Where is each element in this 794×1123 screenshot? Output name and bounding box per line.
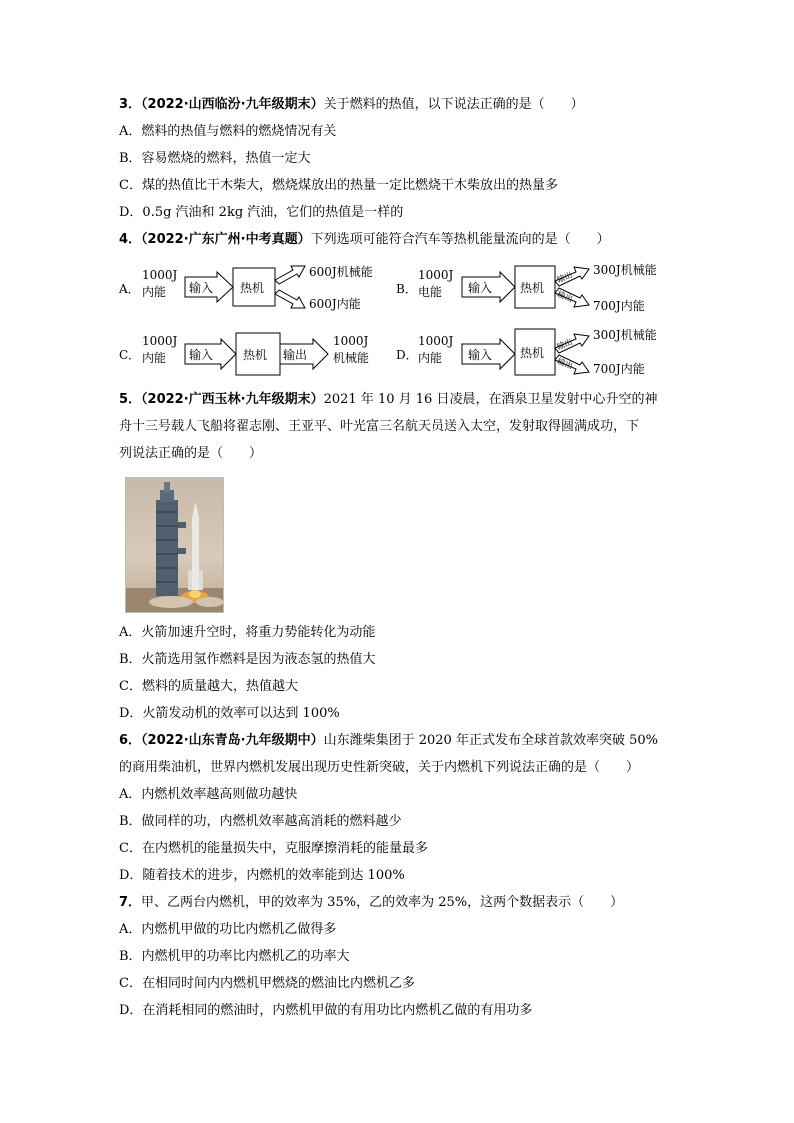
q4-source: （2022·广东广州·中考真题） [141,232,311,247]
q4-stem-line [119,232,610,248]
q7-option-d: D．在消耗相同的燃油时，内燃机甲做的有用功比内燃机乙做的有用功多 [119,1003,533,1018]
diagram-d-input-label: 输入 [468,348,493,362]
diagram-c-input-label: 输入 [189,348,214,362]
diagram-b-output-2: 700J内能 [593,299,645,313]
q7-option-b: B．内燃机甲的功率比内燃机乙的功率大 [119,949,350,964]
diagram-d-input-type: 内能 [418,351,443,365]
diagram-c-input-value: 1000J [142,334,178,348]
q5-option-c: C．燃料的质量越大，热值越大 [119,679,298,694]
diagram-a-input-label: 输入 [189,281,214,295]
q4-diagram-d [394,325,684,389]
q5-number: 5． [119,392,142,407]
diagram-c-letter: C． [119,348,141,362]
rocket-launch-photo [125,477,224,613]
diagram-a-input-value: 1000J [142,268,178,282]
diagram-a-engine-label: 热机 [240,281,265,295]
diagram-a-output-arrow-up [275,266,305,284]
q3-stem: 关于燃料的热值，以下说法正确的是（ ） [323,97,584,112]
diagram-b-input-type: 电能 [418,285,443,299]
q3-option-d: D．0.5g 汽油和 2kg 汽油，它们的热值是一样的 [119,205,404,220]
diagram-b-input-value: 1000J [418,268,454,282]
q4-diagram-b [394,258,684,322]
q6-option-b: B．做同样的功，内燃机效率越高消耗的燃料越少 [119,814,402,829]
q3-option-c: C．煤的热值比干木柴大，燃烧煤放出的热量一定比燃烧干木柴放出的热量多 [119,178,558,193]
q6-option-a: A．内燃机效率越高则做功越快 [119,787,298,802]
q3-option-a: A．燃料的热值与燃料的燃烧情况有关 [119,124,337,139]
diagram-b-output-label-down: 输出 [555,289,575,304]
q3-stem-line [119,97,584,113]
q6-option-c: C．在内燃机的能量损失中，克服摩擦消耗的能量最多 [119,841,428,856]
diagram-d-output-label-up: 输出 [555,337,574,352]
q5-stem-1: 2021 年 10 月 16 日凌晨，在酒泉卫星发射中心升空的神 [323,392,658,407]
q5-stem-line-2: 舟十三号载人飞船将翟志刚、王亚平、叶光富三名航天员送入太空，发射取得圆满成功，下 [119,419,640,434]
q5-stem-line-3: 列说法正确的是（ ） [119,446,263,461]
diagram-c-engine-label: 热机 [243,348,268,362]
diagram-b-output-1: 300J机械能 [593,263,657,277]
q6-stem-line-2: 的商用柴油机，世界内燃机发展出现历史性新突破，关于内燃机下列说法正确的是（ ） [119,760,640,775]
diagram-d-engine-label: 热机 [520,346,545,360]
q4-diagram-a [115,258,395,322]
q5-option-d: D．火箭发动机的效率可以达到 100% [119,706,340,721]
q7-option-c: C．在相同时间内内燃机甲燃烧的燃油比内燃机乙多 [119,976,415,991]
diagram-d-input-value: 1000J [418,334,454,348]
q5-source: （2022·广西玉林·九年级期末） [141,392,324,407]
diagram-c-input-type: 内能 [142,351,167,365]
q7-number: 7． [119,895,142,910]
diagram-d-output-label-down: 输出 [555,356,575,371]
q7-stem-line [119,895,623,911]
diagram-b-engine-label: 热机 [520,281,545,295]
q7-stem: 甲、乙两台内燃机，甲的效率为 35%，乙的效率为 25%，这两个数据表示（ ） [141,895,624,910]
q4-stem: 下列选项可能符合汽车等热机能量流向的是（ ） [310,232,610,247]
q3-source: （2022·山西临汾·九年级期末） [141,97,324,112]
q7-option-a: A．内燃机甲做的功比内燃机乙做得多 [119,922,337,937]
q3-number: 3． [119,97,142,112]
q6-stem-line-1 [119,733,658,749]
diagram-b-output-label-up: 输出 [555,270,574,285]
diagram-b-letter: B． [396,282,417,296]
q6-stem-1: 山东潍柴集团于 2020 年正式发布全球首款效率突破 50% [323,733,658,748]
q5-stem-line-1 [119,392,657,408]
q3-option-b: B．容易燃烧的燃料，热值一定大 [119,151,311,166]
q6-option-d: D．随着技术的进步，内燃机的效率能到达 100% [119,868,405,883]
q6-number: 6． [119,733,142,748]
diagram-a-output-1: 600J机械能 [309,265,373,279]
diagram-b-input-label: 输入 [468,281,493,295]
q5-option-a: A．火箭加速升空时，将重力势能转化为动能 [119,625,376,640]
diagram-d-output-1: 300J机械能 [593,328,657,342]
diagram-a-input-type: 内能 [142,285,167,299]
diagram-a-output-2: 600J内能 [309,297,361,311]
q6-source: （2022·山东青岛·九年级期中） [141,733,324,748]
q5-option-b: B．火箭选用氢作燃料是因为液态氢的热值大 [119,652,376,667]
diagram-c-output-label: 输出 [283,348,308,362]
q4-number: 4． [119,232,142,247]
diagram-c-output-2: 机械能 [333,351,370,365]
q4-diagram-c [115,325,395,389]
diagram-d-output-2: 700J内能 [593,362,645,376]
diagram-d-letter: D． [396,348,418,362]
diagram-a-letter: A． [119,282,140,296]
diagram-a-output-arrow-down [275,290,305,308]
diagram-c-output-1: 1000J [333,334,369,348]
